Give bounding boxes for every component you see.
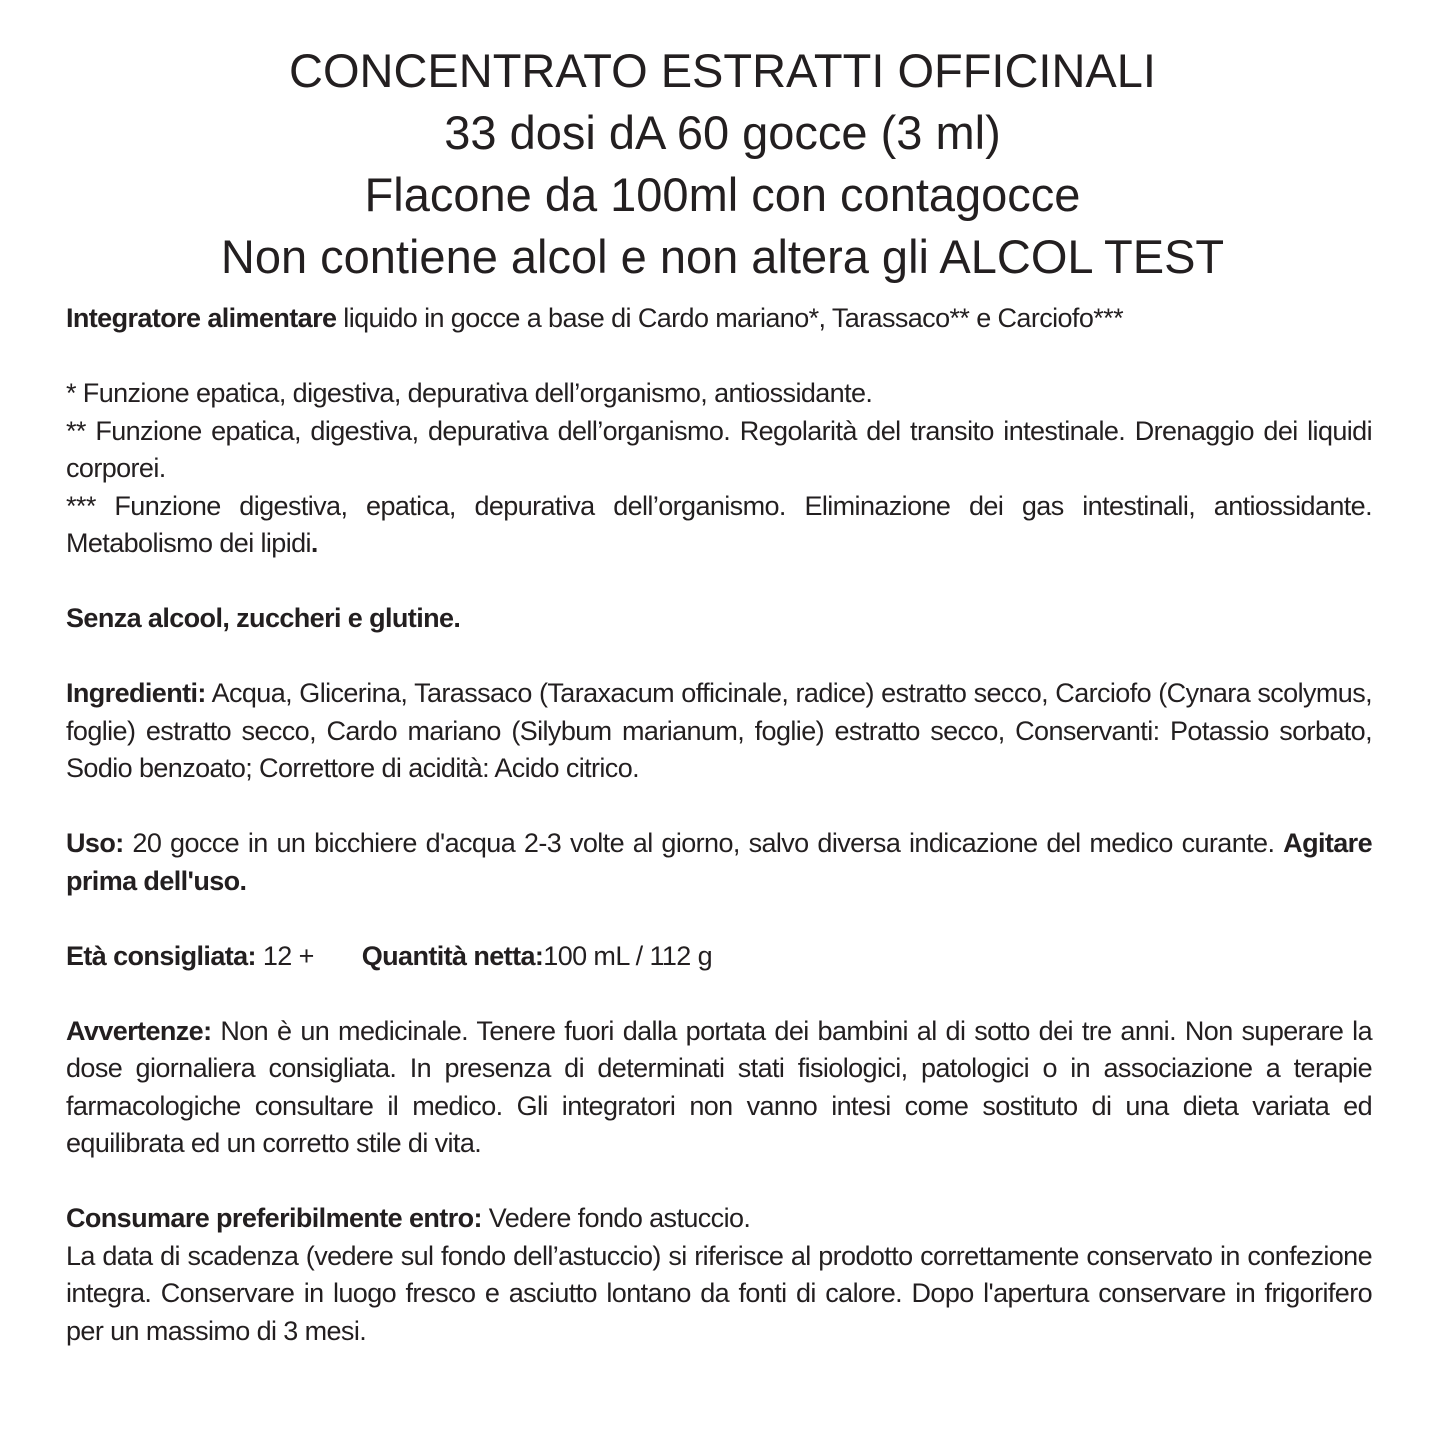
free-from-statement	[66, 600, 1372, 638]
intro-label: Integratore alimentare	[66, 303, 337, 333]
expiry-line	[66, 1200, 1372, 1238]
spacer	[66, 975, 1372, 1013]
note-3-end: .	[310, 528, 318, 558]
warnings-paragraph	[66, 1013, 1372, 1163]
spacer	[66, 900, 1372, 938]
usage-label: Uso:	[66, 828, 124, 858]
note-2: ** Funzione epatica, digestiva, depurativa dell’organismo. Regolarità del transito intestinale. Drenaggio dei liquidi corporei.	[66, 415, 1372, 483]
age-quantity-line	[66, 938, 1372, 976]
spacer	[66, 1163, 1372, 1201]
bottle-info: Flacone da 100ml con contagocce	[364, 168, 1081, 221]
dose-info: 33 dosi dA 60 gocce (3 ml)	[444, 106, 1001, 159]
ingredients-text: Acqua, Glicerina, Tarassaco (Taraxacum officinale, radice) estratto secco, Carciofo (Cynara scolymus, foglie) estratto secco, Cardo mariano (Silybum marianum, foglie) estratto secco, Conservanti: Potassio sorbato, Sodio benzoato; Correttore di acidità: Acido citrico.	[66, 678, 1372, 783]
free-from-text: Senza alcool, zuccheri e glutine.	[66, 603, 461, 633]
usage-emphasis: Agitare prima dell'uso.	[66, 828, 1372, 896]
alcohol-info: Non contiene alcol e non altera gli ALCOL TEST	[220, 230, 1225, 283]
note-3-text: *** Funzione digestiva, epatica, depurativa dell’organismo. Eliminazione dei gas intestinali, antiossidante. Metabolismo dei lipidi	[66, 490, 1372, 558]
ingredients-paragraph	[66, 675, 1372, 788]
product-title: CONCENTRATO ESTRATTI OFFICINALI	[289, 44, 1156, 97]
spacer	[66, 638, 1372, 676]
warnings-text: Non è un medicinale. Tenere fuori dalla portata dei bambini al di sotto dei tre anni. Non superare la dose giornaliera consigliata. In presenza di determinati stati fisiologici, patologici o in associazione a terapie farmacologiche consultare il medico. Gli integratori non vanno intesi come sostituto di una dieta variata ed equilibrata ed un corretto stile di vita.	[66, 1015, 1372, 1158]
expiry-details: La data di scadenza (vedere sul fondo dell’astuccio) si riferisce al prodotto correttamente conservato in confezione integra. Conservare in luogo fresco e asciutto lontano da fonti di calore. Dopo l'apertura conservare in frigorifero per un massimo di 3 mesi.	[66, 1240, 1372, 1346]
intro-text: liquido in gocce a base di Cardo mariano*, Tarassaco** e Carciofo***	[336, 303, 1123, 333]
quantity-label: Quantità netta:	[361, 940, 544, 971]
usage-paragraph	[66, 825, 1372, 900]
warnings-label: Avvertenze:	[66, 1015, 212, 1046]
quantity-value: 100 mL / 112 g	[543, 940, 713, 971]
ingredients-label: Ingredienti:	[66, 678, 206, 708]
product-header	[0, 40, 1445, 288]
spacer	[66, 338, 1372, 376]
note-3	[66, 488, 1372, 563]
note-1: * Funzione epatica, digestiva, depurativa dell’organismo, antiossidante.	[66, 378, 873, 408]
label-body	[66, 300, 1372, 1350]
expiry-text: Vedere fondo astuccio.	[481, 1203, 751, 1233]
expiry-label: Consumare preferibilmente entro:	[66, 1203, 482, 1233]
intro-paragraph	[66, 300, 1372, 338]
age-label: Età consigliata:	[66, 940, 256, 971]
spacer	[66, 788, 1372, 826]
spacer	[66, 563, 1372, 601]
usage-text: 20 gocce in un bicchiere d'acqua 2-3 volte al giorno, salvo diversa indicazione del medico curante.	[123, 828, 1284, 858]
age-value: 12 +	[255, 940, 314, 971]
